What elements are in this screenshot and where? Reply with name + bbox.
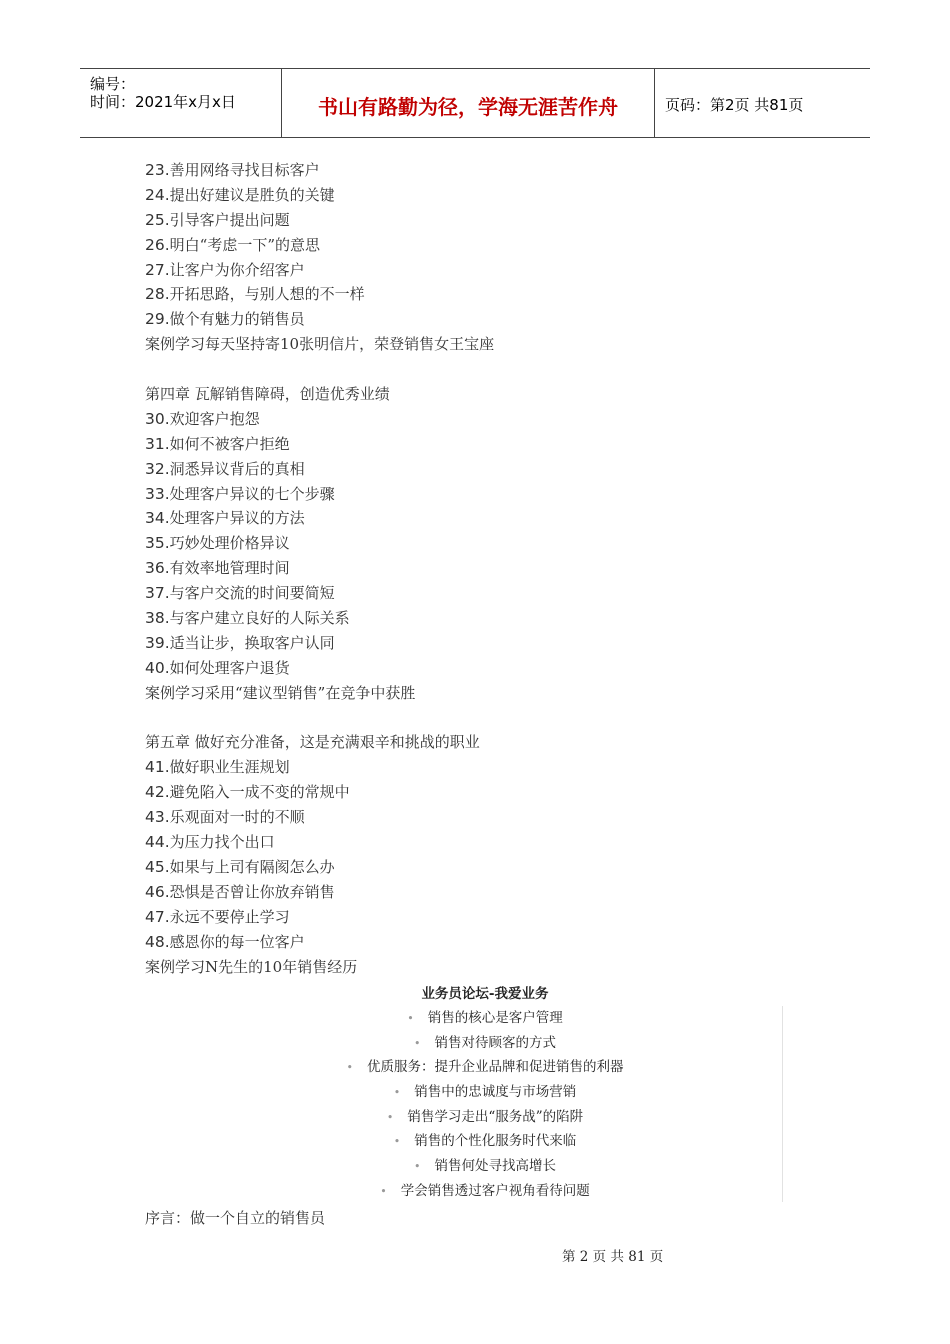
- item-number: 41.: [145, 758, 170, 777]
- forum-link-text: 销售对待顾客的方式: [434, 1034, 556, 1051]
- item-text: 与客户交流的时间要简短: [169, 584, 335, 603]
- forum-link[interactable]: [140, 1006, 830, 1031]
- heading-line: [145, 955, 845, 980]
- list-item: [145, 905, 845, 930]
- item-text: 案例学习采用“建议型销售”在竞争中获胜: [145, 683, 416, 702]
- item-number: 34.: [145, 509, 170, 528]
- page-label: 页码：第2页 共81页: [665, 96, 804, 114]
- heading-line: [145, 730, 845, 755]
- item-text: 如果与上司有隔阂怎么办: [169, 857, 335, 876]
- blank-line: [145, 357, 845, 382]
- item-number: 44.: [145, 833, 170, 852]
- list-item: [145, 805, 845, 830]
- list-item: [145, 506, 845, 531]
- list-item: [145, 880, 845, 905]
- item-number: 31.: [145, 434, 170, 453]
- list-item: [145, 556, 845, 581]
- forum-link[interactable]: [140, 1080, 830, 1105]
- list-item: [145, 531, 845, 556]
- item-number: 35.: [145, 534, 170, 553]
- forum-title: 业务员论坛-我爱业务: [421, 986, 549, 1002]
- heading-line: [145, 332, 845, 357]
- item-text: 善用网络寻找目标客户: [169, 161, 320, 179]
- forum-link[interactable]: [140, 1105, 830, 1130]
- item-text: 提出好建议是胜负的关键: [169, 185, 335, 204]
- item-text: 案例学习每天坚持寄10张明信片，荣登销售女王宝座: [145, 335, 495, 354]
- bullet-icon: •: [407, 1012, 414, 1025]
- bullet-icon: •: [414, 1160, 421, 1174]
- list-item: [145, 830, 845, 855]
- forum-link-text: 销售的核心是客户管理: [427, 1010, 563, 1026]
- item-number: 48.: [145, 932, 170, 951]
- item-number: 24.: [145, 185, 170, 204]
- item-text: 乐观面对一时的不顺: [169, 808, 305, 827]
- item-text: 避免陷入一成不变的常规中: [169, 783, 350, 802]
- bullet-icon: •: [393, 1086, 401, 1100]
- list-item: [145, 606, 845, 631]
- forum-link-text: 销售何处寻找高增长: [434, 1158, 556, 1175]
- item-text: 与客户建立良好的人际关系: [169, 609, 350, 628]
- forum-link-text: 销售的个性化服务时代来临: [414, 1133, 577, 1150]
- forum-link-text: 销售中的忠诚度与市场营销: [414, 1084, 577, 1101]
- forum-link[interactable]: [140, 1154, 830, 1179]
- item-text: 第五章 做好充分准备，这是充满艰辛和挑战的职业: [145, 733, 480, 752]
- list-item: [145, 307, 845, 332]
- list-item: [145, 930, 845, 955]
- item-number: 45.: [145, 857, 170, 876]
- item-text: 洞悉异议背后的真相: [169, 459, 305, 478]
- page-footer: [0, 1245, 950, 1265]
- item-number: 38.: [145, 609, 170, 628]
- forum-link-text: 学会销售透过客户视角看待问题: [400, 1182, 590, 1199]
- list-item: [145, 282, 845, 307]
- item-number: 29.: [145, 310, 170, 329]
- header-info-cell: [80, 69, 282, 137]
- item-text: 案例学习N先生的10年销售经历: [145, 957, 358, 976]
- list-item: [145, 482, 845, 507]
- list-item: [145, 631, 845, 656]
- item-number: 42.: [145, 783, 170, 802]
- item-text: 引导客户提出问题: [169, 210, 290, 229]
- preface-line: 序言：做一个自立的销售员: [145, 1209, 326, 1227]
- item-text: 开拓思路，与别人想的不一样: [169, 285, 365, 304]
- motto: 书山有路勤为径，学海无涯苦作舟: [318, 95, 618, 119]
- header-page-cell: [655, 69, 870, 137]
- item-text: 做好职业生涯规划: [169, 758, 290, 777]
- item-text: 适当让步，换取客户认同: [169, 633, 335, 652]
- item-number: 37.: [145, 584, 170, 603]
- item-text: 巧妙处理价格异议: [169, 534, 290, 553]
- item-text: 做个有魅力的销售员: [169, 310, 305, 329]
- heading-line: [145, 382, 845, 407]
- bullet-icon: •: [380, 1184, 387, 1198]
- item-number: 32.: [145, 459, 170, 478]
- footer-page-number: 第 2 页 共 81 页: [562, 1249, 664, 1265]
- header-table: [80, 68, 870, 138]
- item-text: 如何不被客户拒绝: [169, 434, 290, 453]
- list-item: [145, 780, 845, 805]
- blank-line: [145, 706, 845, 731]
- header-motto-cell: [282, 69, 655, 137]
- item-number: 39.: [145, 633, 170, 652]
- forum-link-text: 优质服务：提升企业品牌和促进销售的利器: [367, 1059, 624, 1076]
- item-number: 25.: [145, 210, 170, 229]
- list-item: [145, 158, 845, 183]
- item-number: 28.: [145, 285, 170, 304]
- item-text: 处理客户异议的七个步骤: [169, 484, 335, 503]
- forum-link[interactable]: [140, 1129, 830, 1154]
- list-item: [145, 457, 845, 482]
- item-number: 40.: [145, 658, 170, 677]
- item-text: 欢迎客户抱怨: [169, 409, 260, 428]
- item-number: 46.: [145, 882, 170, 901]
- time-label: 时间：2021年x月x日: [90, 93, 236, 111]
- list-item: [145, 407, 845, 432]
- list-item: [145, 656, 845, 681]
- item-text: 恐惧是否曾让你放弃销售: [169, 882, 335, 901]
- item-number: 30.: [145, 409, 170, 428]
- item-text: 处理客户异议的方法: [169, 509, 305, 528]
- bullet-icon: •: [386, 1110, 394, 1124]
- forum-section: [140, 982, 830, 1204]
- list-item: [145, 233, 845, 258]
- item-text: 让客户为你介绍客户: [169, 260, 305, 279]
- item-number: 36.: [145, 559, 170, 578]
- forum-link[interactable]: [140, 1179, 830, 1204]
- item-text: 如何处理客户退货: [169, 658, 290, 677]
- forum-link[interactable]: [140, 1055, 830, 1080]
- item-text: 明白“考虑一下”的意思: [169, 235, 320, 254]
- item-number: 26.: [145, 235, 170, 254]
- content-list: [145, 158, 845, 979]
- forum-link-text: 销售学习走出“服务战”的陷阱: [407, 1108, 584, 1125]
- bullet-icon: •: [393, 1135, 401, 1149]
- bullet-icon: •: [414, 1036, 421, 1050]
- item-text: 永远不要停止学习: [169, 907, 290, 926]
- heading-line: [145, 681, 845, 706]
- item-number: 33.: [145, 484, 170, 503]
- list-item: [145, 855, 845, 880]
- forum-link[interactable]: [140, 1031, 830, 1056]
- item-text: 有效率地管理时间: [169, 559, 290, 578]
- number-label: 编号：: [90, 75, 136, 93]
- divider: [782, 1006, 783, 1202]
- list-item: [145, 258, 845, 283]
- list-item: [145, 432, 845, 457]
- item-number: 23.: [145, 161, 170, 179]
- list-item: [145, 581, 845, 606]
- item-number: 43.: [145, 808, 170, 827]
- item-number: 27.: [145, 260, 170, 279]
- item-text: 感恩你的每一位客户: [169, 932, 305, 951]
- list-item: [145, 755, 845, 780]
- list-item: [145, 183, 845, 208]
- item-number: 47.: [145, 907, 170, 926]
- bullet-icon: •: [346, 1061, 353, 1075]
- list-item: [145, 208, 845, 233]
- item-text: 第四章 瓦解销售障碍，创造优秀业绩: [145, 385, 390, 404]
- item-text: 为压力找个出口: [169, 833, 275, 852]
